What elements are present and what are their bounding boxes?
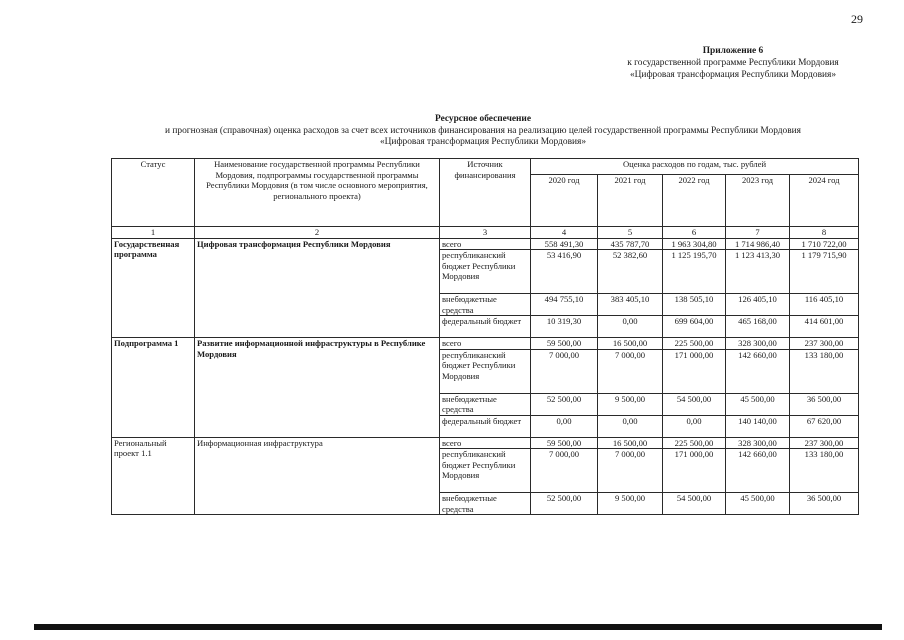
scan-edge-bar	[34, 624, 882, 630]
row-value: 558 491,30	[531, 238, 598, 250]
row-value: 414 601,00	[790, 316, 859, 338]
row-status: Подпрограмма 1	[112, 338, 195, 438]
row-value: 7 000,00	[598, 449, 663, 493]
row-value: 45 500,00	[726, 493, 790, 515]
header-year-2023: 2023 год	[726, 175, 790, 227]
header-year-2021: 2021 год	[598, 175, 663, 227]
row-value: 225 500,00	[663, 437, 726, 449]
row-source: всего	[440, 437, 531, 449]
row-value: 7 000,00	[598, 349, 663, 393]
row-value: 52 500,00	[531, 393, 598, 415]
header-status: Статус	[112, 159, 195, 227]
row-value: 36 500,00	[790, 493, 859, 515]
row-value: 465 168,00	[726, 316, 790, 338]
col-number: 8	[790, 227, 859, 239]
appendix-header	[598, 45, 868, 81]
row-value: 1 963 304,80	[663, 238, 726, 250]
table-row	[112, 238, 859, 250]
column-number-row	[112, 227, 859, 239]
appendix-program-name: «Цифровая трансформация Республики Мордовия»	[629, 70, 837, 80]
row-value: 133 180,00	[790, 349, 859, 393]
row-source: внебюджетные средства	[440, 393, 531, 415]
row-value: 435 787,70	[598, 238, 663, 250]
row-program-name: Цифровая трансформация Республики Мордовия	[195, 238, 440, 338]
col-number: 3	[440, 227, 531, 239]
header-year-2024: 2024 год	[790, 175, 859, 227]
row-value: 237 300,00	[790, 437, 859, 449]
row-value: 0,00	[663, 415, 726, 437]
row-value: 67 620,00	[790, 415, 859, 437]
col-number: 6	[663, 227, 726, 239]
row-value: 142 660,00	[726, 349, 790, 393]
col-number: 4	[531, 227, 598, 239]
header-estimate: Оценка расходов по годам, тыс. рублей	[531, 159, 859, 175]
header-row-1	[112, 159, 859, 175]
table-row	[112, 338, 859, 350]
row-value: 16 500,00	[598, 437, 663, 449]
row-source: внебюджетные средства	[440, 294, 531, 316]
row-source: республиканский бюджет Республики Мордовия	[440, 349, 531, 393]
row-value: 133 180,00	[790, 449, 859, 493]
header-year-2022: 2022 год	[663, 175, 726, 227]
row-value: 54 500,00	[663, 393, 726, 415]
title-heading: Ресурсное обеспечение	[434, 114, 531, 124]
row-value: 52 500,00	[531, 493, 598, 515]
row-program-name: Информационная инфраструктура	[195, 437, 440, 515]
row-source: республиканский бюджет Республики Мордовия	[440, 250, 531, 294]
row-value: 16 500,00	[598, 338, 663, 350]
row-value: 328 300,00	[726, 437, 790, 449]
page-number: 29	[851, 12, 863, 26]
row-source: республиканский бюджет Республики Мордовия	[440, 449, 531, 493]
row-value: 1 710 722,00	[790, 238, 859, 250]
row-value: 116 405,10	[790, 294, 859, 316]
appendix-title: Приложение 6	[702, 46, 764, 56]
row-source: федеральный бюджет	[440, 415, 531, 437]
row-value: 59 500,00	[531, 437, 598, 449]
row-status: Государственная программа	[112, 238, 195, 338]
col-number: 5	[598, 227, 663, 239]
row-value: 171 000,00	[663, 449, 726, 493]
header-source: Источник финансирования	[440, 159, 531, 227]
row-value: 171 000,00	[663, 349, 726, 393]
row-source: всего	[440, 338, 531, 350]
row-source: внебюджетные средства	[440, 493, 531, 515]
row-source: федеральный бюджет	[440, 316, 531, 338]
row-value: 0,00	[531, 415, 598, 437]
header-year-2020: 2020 год	[531, 175, 598, 227]
row-value: 0,00	[598, 415, 663, 437]
row-value: 10 319,30	[531, 316, 598, 338]
row-value: 36 500,00	[790, 393, 859, 415]
row-value: 0,00	[598, 316, 663, 338]
row-value: 383 405,10	[598, 294, 663, 316]
row-value: 1 179 715,90	[790, 250, 859, 294]
table-row	[112, 437, 859, 449]
row-value: 138 505,10	[663, 294, 726, 316]
row-program-name: Развитие информационной инфраструктуры в Республике Мордовия	[195, 338, 440, 438]
row-source: всего	[440, 238, 531, 250]
row-value: 59 500,00	[531, 338, 598, 350]
row-value: 140 140,00	[726, 415, 790, 437]
row-value: 126 405,10	[726, 294, 790, 316]
col-number: 7	[726, 227, 790, 239]
appendix-subtitle: к государственной программе Республики Мордовия	[627, 58, 839, 68]
document-title	[100, 114, 866, 149]
row-value: 54 500,00	[663, 493, 726, 515]
row-status: Региональный проект 1.1	[112, 437, 195, 515]
row-value: 1 714 986,40	[726, 238, 790, 250]
row-value: 9 500,00	[598, 393, 663, 415]
resource-table	[111, 158, 859, 515]
header-name: Наименование государственной программы Республики Мордовия, подпрограммы государственной программы Республики Мордовия (в том числе основного мероприятия, регионального проекта)	[195, 159, 440, 227]
row-value: 237 300,00	[790, 338, 859, 350]
row-value: 1 125 195,70	[663, 250, 726, 294]
row-value: 494 755,10	[531, 294, 598, 316]
row-value: 699 604,00	[663, 316, 726, 338]
row-value: 328 300,00	[726, 338, 790, 350]
row-value: 9 500,00	[598, 493, 663, 515]
row-value: 142 660,00	[726, 449, 790, 493]
row-value: 52 382,60	[598, 250, 663, 294]
row-value: 1 123 413,30	[726, 250, 790, 294]
row-value: 45 500,00	[726, 393, 790, 415]
row-value: 7 000,00	[531, 349, 598, 393]
title-description: и прогнозная (справочная) оценка расходов за счет всех источников финансирования на реализацию целей государственной программы Республики Мордовия	[165, 125, 801, 136]
row-value: 53 416,90	[531, 250, 598, 294]
col-number: 1	[112, 227, 195, 239]
row-value: 7 000,00	[531, 449, 598, 493]
col-number: 2	[195, 227, 440, 239]
title-program-name: «Цифровая трансформация Республики Мордовия»	[379, 137, 587, 147]
row-value: 225 500,00	[663, 338, 726, 350]
